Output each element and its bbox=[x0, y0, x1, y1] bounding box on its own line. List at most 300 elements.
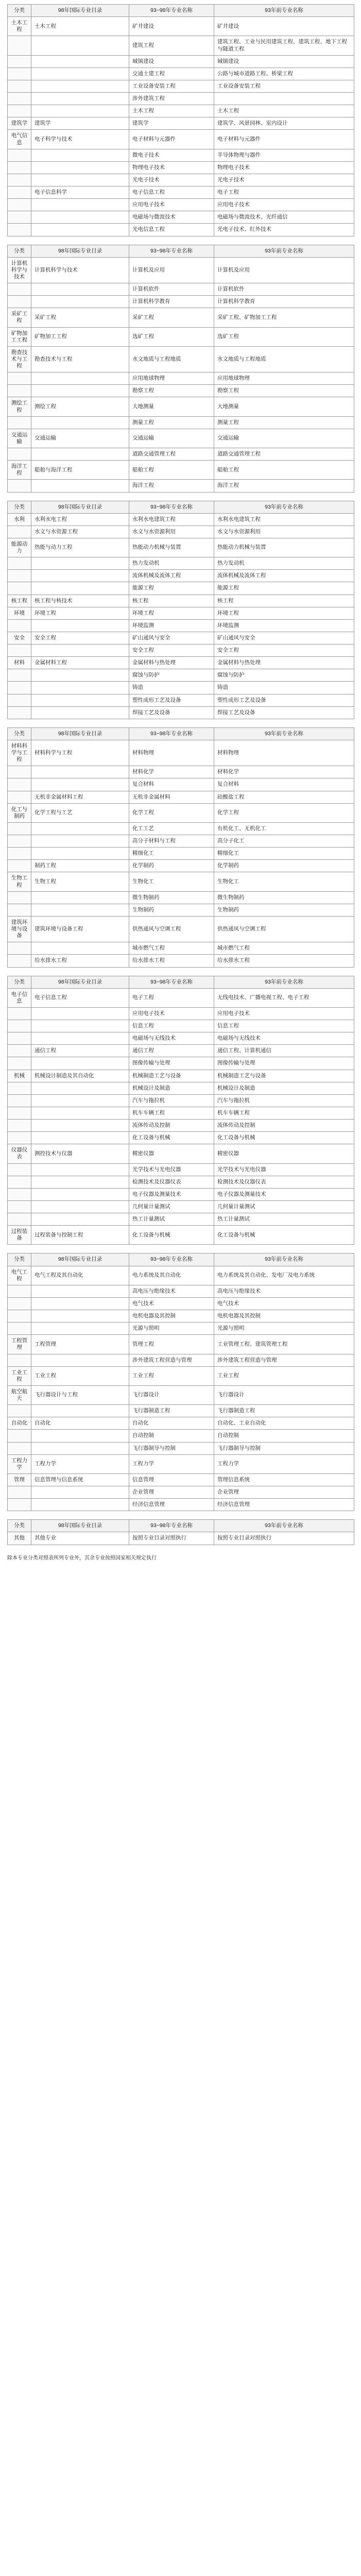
cell-old-codes: 有机化工、无机化工 bbox=[214, 822, 354, 835]
cell-old-codes: 选矿工程 bbox=[214, 327, 354, 346]
cell-old-major: 按照专业目录对照执行 bbox=[129, 1532, 214, 1545]
cell-major bbox=[31, 778, 129, 791]
header-major: 98年国际专业目录 bbox=[31, 501, 129, 513]
cell-category bbox=[8, 1007, 31, 1020]
table-row bbox=[8, 657, 354, 669]
table-row bbox=[8, 1007, 354, 1020]
cell-old-major: 电子信息工程 bbox=[129, 187, 214, 199]
cell-category bbox=[8, 778, 31, 791]
table-row bbox=[8, 942, 354, 955]
cell-major bbox=[31, 161, 129, 174]
cell-old-major: 飞行器制造工程 bbox=[129, 1405, 214, 1417]
table-row bbox=[8, 93, 354, 105]
cell-old-codes: 测量工程 bbox=[214, 416, 354, 429]
table-row bbox=[8, 174, 354, 186]
table-row bbox=[8, 1266, 354, 1285]
table-row bbox=[8, 1107, 354, 1119]
cell-category bbox=[8, 1297, 31, 1310]
cell-old-codes: 电磁场与无线技术 bbox=[214, 1032, 354, 1045]
cell-old-codes: 电机电器及其控制 bbox=[214, 1310, 354, 1323]
cell-old-codes: 热工计量测试 bbox=[214, 1213, 354, 1226]
cell-major: 其他专业 bbox=[31, 1532, 129, 1545]
cell-old-codes: 按照专业目录对照执行 bbox=[214, 1532, 354, 1545]
cell-category bbox=[8, 904, 31, 916]
table-row bbox=[8, 1532, 354, 1545]
cell-old-codes: 塑性成形工艺及设备 bbox=[214, 694, 354, 706]
header-old-codes: 93年前专业名称 bbox=[214, 501, 354, 513]
table-row bbox=[8, 1132, 354, 1144]
cell-major: 核工程与核技术 bbox=[31, 595, 129, 607]
cell-old-major: 采矿工程 bbox=[129, 308, 214, 327]
cell-major bbox=[31, 835, 129, 848]
cell-old-codes: 飞行器制导与控制 bbox=[214, 1442, 354, 1454]
cell-old-major: 城镇建设 bbox=[129, 55, 214, 67]
cell-major: 工程管理 bbox=[31, 1335, 129, 1354]
cell-category bbox=[8, 848, 31, 860]
cell-old-major: 计算机科学教育 bbox=[129, 296, 214, 308]
header-old-major: 93~98年专业名称 bbox=[129, 1253, 214, 1266]
cell-old-codes: 核工程 bbox=[214, 595, 354, 607]
cell-old-major: 高分子材料与工程 bbox=[129, 835, 214, 848]
cell-major bbox=[31, 149, 129, 161]
cell-old-codes: 化学制药 bbox=[214, 860, 354, 872]
cell-major: 计算机科学与技术 bbox=[31, 257, 129, 283]
header-old-major: 93~98年专业名称 bbox=[129, 976, 214, 988]
cell-major bbox=[31, 1405, 129, 1417]
cell-major bbox=[31, 669, 129, 682]
cell-old-codes: 高分子化工 bbox=[214, 835, 354, 848]
cell-old-codes: 电力系统及其自动化、发电厂及电力系统 bbox=[214, 1266, 354, 1285]
cell-old-major: 化学工程 bbox=[129, 803, 214, 822]
cell-old-codes: 采矿工程、矿物加工工程 bbox=[214, 308, 354, 327]
cell-category bbox=[8, 835, 31, 848]
cell-old-codes: 电磁场与微波技术、光纤通信 bbox=[214, 211, 354, 224]
cell-old-major: 铸造 bbox=[129, 682, 214, 694]
cell-old-codes: 高电压与绝缘技术 bbox=[214, 1285, 354, 1297]
cell-old-codes: 企业管理 bbox=[214, 1486, 354, 1499]
cell-category: 建筑学 bbox=[8, 117, 31, 130]
cell-old-major: 塑性成形工艺及设备 bbox=[129, 694, 214, 706]
cell-old-major: 矿井建设 bbox=[129, 17, 214, 36]
table-row bbox=[8, 461, 354, 480]
table-row bbox=[8, 1144, 354, 1163]
cell-old-major: 信息管理 bbox=[129, 1473, 214, 1486]
table-row bbox=[8, 1213, 354, 1226]
table-row bbox=[8, 1285, 354, 1297]
table-row bbox=[8, 480, 354, 492]
table-row bbox=[8, 538, 354, 557]
cell-major: 水利水电工程 bbox=[31, 513, 129, 526]
cell-category: 仪器仪表 bbox=[8, 1144, 31, 1163]
cell-old-major: 工业工程 bbox=[129, 1366, 214, 1385]
mapping-table bbox=[7, 501, 354, 719]
cell-major bbox=[31, 645, 129, 657]
cell-old-major: 热能动力机械与装置 bbox=[129, 538, 214, 557]
cell-major: 水文与水资源工程 bbox=[31, 526, 129, 538]
cell-category bbox=[8, 149, 31, 161]
table-row bbox=[8, 372, 354, 385]
cell-old-major: 土木工程 bbox=[129, 105, 214, 117]
cell-major bbox=[31, 942, 129, 955]
table-row bbox=[8, 67, 354, 80]
cell-old-codes: 环境监测 bbox=[214, 619, 354, 632]
cell-major bbox=[31, 283, 129, 296]
cell-major: 机械设计制造及其自动化 bbox=[31, 1070, 129, 1082]
cell-category bbox=[8, 1200, 31, 1213]
cell-old-major: 物理电子技术 bbox=[129, 161, 214, 174]
table-row bbox=[8, 1323, 354, 1335]
cell-old-codes: 电气技术 bbox=[214, 1297, 354, 1310]
cell-category bbox=[8, 582, 31, 595]
cell-old-major: 能源工程 bbox=[129, 582, 214, 595]
table-row bbox=[8, 1430, 354, 1442]
cell-major: 无机非金属材料工程 bbox=[31, 791, 129, 803]
cell-old-major: 矿山通风与安全 bbox=[129, 632, 214, 644]
cell-major bbox=[31, 1486, 129, 1499]
cell-category: 能源动力 bbox=[8, 538, 31, 557]
cell-old-major: 化工工艺 bbox=[129, 822, 214, 835]
table-row bbox=[8, 988, 354, 1007]
cell-category bbox=[8, 526, 31, 538]
cell-category bbox=[8, 1032, 31, 1045]
table-row bbox=[8, 385, 354, 397]
header-major: 98年国际专业目录 bbox=[31, 1520, 129, 1532]
cell-category: 过程装备 bbox=[8, 1226, 31, 1245]
cell-old-major: 无机非金属材料 bbox=[129, 791, 214, 803]
cell-major bbox=[31, 199, 129, 211]
table-row bbox=[8, 1442, 354, 1454]
footnote: 除本专业分类对照表所列专业外，其余专业按照国家相关规定执行 bbox=[7, 1555, 157, 1561]
table-row bbox=[8, 80, 354, 92]
table-row bbox=[8, 224, 354, 236]
cell-major bbox=[31, 904, 129, 916]
cell-major bbox=[31, 1442, 129, 1454]
cell-old-major: 图像传输与处理 bbox=[129, 1057, 214, 1070]
table-row bbox=[8, 778, 354, 791]
table-row bbox=[8, 1188, 354, 1200]
cell-category bbox=[8, 1082, 31, 1094]
cell-old-major: 高电压与绝缘技术 bbox=[129, 1285, 214, 1297]
table-row bbox=[8, 283, 354, 296]
cell-category: 工程管理 bbox=[8, 1335, 31, 1354]
header-old-codes: 93年前专业名称 bbox=[214, 1253, 354, 1266]
cell-category bbox=[8, 1323, 31, 1335]
table-row bbox=[8, 257, 354, 283]
cell-major bbox=[31, 822, 129, 835]
cell-old-codes: 光电子技术 bbox=[214, 174, 354, 186]
table-row bbox=[8, 682, 354, 694]
cell-category: 海洋工程 bbox=[8, 461, 31, 480]
cell-category bbox=[8, 385, 31, 397]
cell-old-codes: 水文与水资源利用 bbox=[214, 526, 354, 538]
table-row bbox=[8, 791, 354, 803]
cell-major bbox=[31, 706, 129, 719]
cell-old-codes: 计算机及应用 bbox=[214, 257, 354, 283]
cell-old-major: 工程力学 bbox=[129, 1454, 214, 1473]
cell-old-codes: 管理信息系统 bbox=[214, 1473, 354, 1486]
cell-category: 电子信息 bbox=[8, 988, 31, 1007]
cell-category bbox=[8, 80, 31, 92]
cell-old-codes: 机车车辆工程 bbox=[214, 1107, 354, 1119]
mapping-table bbox=[7, 1253, 354, 1511]
table-header-row bbox=[8, 976, 354, 988]
mapping-table bbox=[7, 245, 354, 493]
cell-old-major: 给水排水工程 bbox=[129, 955, 214, 967]
cell-old-major: 安全工程 bbox=[129, 645, 214, 657]
header-major: 98年国际专业目录 bbox=[31, 1253, 129, 1266]
cell-old-major: 建筑学 bbox=[129, 117, 214, 130]
cell-major: 自动化 bbox=[31, 1417, 129, 1430]
cell-major bbox=[31, 211, 129, 224]
cell-major: 电子信息科学 bbox=[31, 187, 129, 199]
cell-old-codes: 焊接工艺及设备 bbox=[214, 706, 354, 719]
cell-old-codes: 经济信息管理 bbox=[214, 1499, 354, 1511]
cell-old-codes: 城市燃气工程 bbox=[214, 942, 354, 955]
cell-category bbox=[8, 1405, 31, 1417]
cell-major: 电气工程及其自动化 bbox=[31, 1266, 129, 1285]
cell-old-codes: 飞行器设计 bbox=[214, 1385, 354, 1404]
cell-old-codes: 热能动力机械与装置 bbox=[214, 538, 354, 557]
table-row bbox=[8, 513, 354, 526]
cell-category bbox=[8, 1094, 31, 1107]
cell-old-major: 流体机械及流体工程 bbox=[129, 570, 214, 582]
cell-old-codes: 计算机软件 bbox=[214, 283, 354, 296]
header-category: 分类 bbox=[8, 976, 31, 988]
cell-old-codes: 材料物理 bbox=[214, 740, 354, 766]
cell-major bbox=[31, 1354, 129, 1366]
cell-old-codes: 生物制药 bbox=[214, 904, 354, 916]
cell-old-major: 应用地球物理 bbox=[129, 372, 214, 385]
cell-category: 材料 bbox=[8, 657, 31, 669]
cell-old-major: 交通运输 bbox=[129, 429, 214, 448]
cell-old-major: 几何量计量测试 bbox=[129, 1200, 214, 1213]
cell-old-codes: 精密仪器 bbox=[214, 1144, 354, 1163]
cell-old-codes: 汽车与拖拉机 bbox=[214, 1094, 354, 1107]
cell-old-major: 城市燃气工程 bbox=[129, 942, 214, 955]
header-major: 98年国际专业目录 bbox=[31, 727, 129, 740]
cell-old-major: 水利水电建筑工程 bbox=[129, 513, 214, 526]
cell-major: 测控技术与仪器 bbox=[31, 1144, 129, 1163]
table-row bbox=[8, 1417, 354, 1430]
cell-old-major: 微生物制药 bbox=[129, 891, 214, 904]
cell-category: 矿物加工工程 bbox=[8, 327, 31, 346]
table-section bbox=[7, 245, 354, 493]
cell-category bbox=[8, 791, 31, 803]
cell-old-codes: 电子材料与元器件 bbox=[214, 130, 354, 149]
cell-major: 生物工程 bbox=[31, 872, 129, 891]
cell-major bbox=[31, 557, 129, 570]
cell-major: 勘查技术与工程 bbox=[31, 346, 129, 372]
cell-category bbox=[8, 55, 31, 67]
cell-old-major: 精细化工 bbox=[129, 848, 214, 860]
table-row bbox=[8, 803, 354, 822]
cell-old-major: 涉外建筑工程营造与管理 bbox=[129, 1354, 214, 1366]
cell-category bbox=[8, 199, 31, 211]
cell-old-major: 大地测量 bbox=[129, 397, 214, 416]
cell-old-codes: 安全工程 bbox=[214, 645, 354, 657]
cell-major bbox=[31, 891, 129, 904]
cell-old-codes: 建筑学、风景园林、室内设计 bbox=[214, 117, 354, 130]
header-old-major: 93~98年专业名称 bbox=[129, 245, 214, 257]
cell-category bbox=[8, 822, 31, 835]
cell-major: 交通运输 bbox=[31, 429, 129, 448]
table-row bbox=[8, 526, 354, 538]
cell-major bbox=[31, 1020, 129, 1032]
cell-old-codes: 计算机科学教育 bbox=[214, 296, 354, 308]
cell-old-major: 电磁场与微波技术 bbox=[129, 211, 214, 224]
table-row bbox=[8, 1226, 354, 1245]
cell-old-major: 涉外建筑工程 bbox=[129, 93, 214, 105]
cell-old-major: 建筑工程 bbox=[129, 36, 214, 55]
cell-old-codes: 光源与照明 bbox=[214, 1323, 354, 1335]
table-row bbox=[8, 346, 354, 372]
cell-major bbox=[31, 1188, 129, 1200]
cell-old-major: 热力发动机 bbox=[129, 557, 214, 570]
header-category: 分类 bbox=[8, 1253, 31, 1266]
cell-major bbox=[31, 694, 129, 706]
cell-category bbox=[8, 1176, 31, 1188]
cell-old-codes: 自动控制 bbox=[214, 1430, 354, 1442]
cell-old-major: 焊接工艺及设备 bbox=[129, 706, 214, 719]
cell-old-major: 海洋工程 bbox=[129, 480, 214, 492]
cell-category: 勘查技术与工程 bbox=[8, 346, 31, 372]
table-row bbox=[8, 1163, 354, 1176]
cell-category bbox=[8, 211, 31, 224]
cell-major: 安全工程 bbox=[31, 632, 129, 644]
cell-major bbox=[31, 448, 129, 461]
table-row bbox=[8, 595, 354, 607]
cell-category: 管理 bbox=[8, 1473, 31, 1486]
table-row bbox=[8, 1176, 354, 1188]
cell-old-major: 选矿工程 bbox=[129, 327, 214, 346]
cell-major bbox=[31, 766, 129, 778]
table-row bbox=[8, 17, 354, 36]
table-row bbox=[8, 1454, 354, 1473]
cell-major bbox=[31, 67, 129, 80]
cell-old-codes: 能源工程 bbox=[214, 582, 354, 595]
cell-old-major: 材料化学 bbox=[129, 766, 214, 778]
cell-major bbox=[31, 1107, 129, 1119]
cell-old-codes: 建筑工程、工业与民用建筑工程、建筑工程、地下工程与隧道工程 bbox=[214, 36, 354, 55]
table-row bbox=[8, 187, 354, 199]
cell-old-codes: 铸造 bbox=[214, 682, 354, 694]
cell-old-codes: 光电子技术、红外技术 bbox=[214, 224, 354, 236]
cell-old-codes: 勘察工程 bbox=[214, 385, 354, 397]
header-old-codes: 93年前专业名称 bbox=[214, 1520, 354, 1532]
cell-category bbox=[8, 1310, 31, 1323]
cell-old-codes: 光学技术与光电仪器 bbox=[214, 1163, 354, 1176]
cell-category bbox=[8, 1120, 31, 1132]
cell-major: 建筑环境与设备工程 bbox=[31, 916, 129, 942]
cell-category bbox=[8, 174, 31, 186]
table-row bbox=[8, 55, 354, 67]
cell-old-major: 环境监测 bbox=[129, 619, 214, 632]
cell-old-codes: 供热通风与空调工程 bbox=[214, 916, 354, 942]
cell-old-codes: 矿井建设 bbox=[214, 17, 354, 36]
cell-old-major: 化工设备与机械 bbox=[129, 1226, 214, 1245]
table-row bbox=[8, 694, 354, 706]
cell-old-major: 企业管理 bbox=[129, 1486, 214, 1499]
cell-old-codes: 交通运输 bbox=[214, 429, 354, 448]
table-row bbox=[8, 308, 354, 327]
cell-category bbox=[8, 448, 31, 461]
cell-category bbox=[8, 105, 31, 117]
cell-category: 测绘工程 bbox=[8, 397, 31, 416]
table-row bbox=[8, 557, 354, 570]
table-row bbox=[8, 740, 354, 766]
cell-old-codes: 道路交通管理工程 bbox=[214, 448, 354, 461]
cell-major: 金属材料工程 bbox=[31, 657, 129, 669]
cell-old-major: 光电信息工程 bbox=[129, 224, 214, 236]
cell-old-codes: 城镇建设 bbox=[214, 55, 354, 67]
table-row bbox=[8, 1020, 354, 1032]
cell-old-major: 电子材料与元器件 bbox=[129, 130, 214, 149]
header-category: 分类 bbox=[8, 727, 31, 740]
cell-old-major: 船舶工程 bbox=[129, 461, 214, 480]
cell-old-codes: 复合材料 bbox=[214, 778, 354, 791]
table-row bbox=[8, 645, 354, 657]
cell-major: 电子信息工程 bbox=[31, 988, 129, 1007]
table-row bbox=[8, 199, 354, 211]
cell-old-codes: 船舶工程 bbox=[214, 461, 354, 480]
header-major: 98年国际专业目录 bbox=[31, 976, 129, 988]
cell-old-major: 通信工程 bbox=[129, 1045, 214, 1057]
cell-category bbox=[8, 1430, 31, 1442]
table-section bbox=[7, 976, 354, 1245]
cell-old-codes: 大地测量 bbox=[214, 397, 354, 416]
cell-major bbox=[31, 80, 129, 92]
table-row bbox=[8, 149, 354, 161]
cell-old-major: 机车车辆工程 bbox=[129, 1107, 214, 1119]
cell-old-major: 机械制造工艺与设备 bbox=[129, 1070, 214, 1082]
cell-category bbox=[8, 942, 31, 955]
cell-category bbox=[8, 1499, 31, 1511]
cell-old-codes: 机械设计及制造 bbox=[214, 1082, 354, 1094]
cell-old-major: 精密仪器 bbox=[129, 1144, 214, 1163]
cell-major bbox=[31, 1132, 129, 1144]
header-major: 98年国际专业目录 bbox=[31, 5, 129, 17]
cell-old-major: 勘察工程 bbox=[129, 385, 214, 397]
cell-category: 工业工程 bbox=[8, 1366, 31, 1385]
table-row bbox=[8, 36, 354, 55]
cell-old-codes: 工程力学 bbox=[214, 1454, 354, 1473]
cell-major bbox=[31, 372, 129, 385]
cell-category bbox=[8, 1486, 31, 1499]
cell-major bbox=[31, 385, 129, 397]
cell-old-major: 机械设计及制造 bbox=[129, 1082, 214, 1094]
cell-category bbox=[8, 1188, 31, 1200]
cell-old-major: 计算机及应用 bbox=[129, 257, 214, 283]
cell-major bbox=[31, 1297, 129, 1310]
cell-category bbox=[8, 645, 31, 657]
table-row bbox=[8, 872, 354, 891]
table-section bbox=[7, 501, 354, 719]
cell-category: 其他 bbox=[8, 1532, 31, 1545]
cell-category bbox=[8, 1132, 31, 1144]
cell-category: 安全 bbox=[8, 632, 31, 644]
cell-old-codes: 自动化、工业自动化 bbox=[214, 1417, 354, 1430]
header-old-codes: 93年前专业名称 bbox=[214, 976, 354, 988]
cell-major: 电子科学与技术 bbox=[31, 130, 129, 149]
cell-old-major: 汽车与拖拉机 bbox=[129, 1094, 214, 1107]
cell-old-major: 生物制药 bbox=[129, 904, 214, 916]
cell-major: 制药工程 bbox=[31, 860, 129, 872]
table-row bbox=[8, 570, 354, 582]
cell-category bbox=[8, 372, 31, 385]
cell-old-major: 测量工程 bbox=[129, 416, 214, 429]
cell-old-codes: 腐蚀与防护 bbox=[214, 669, 354, 682]
cell-old-major: 信息工程 bbox=[129, 1020, 214, 1032]
